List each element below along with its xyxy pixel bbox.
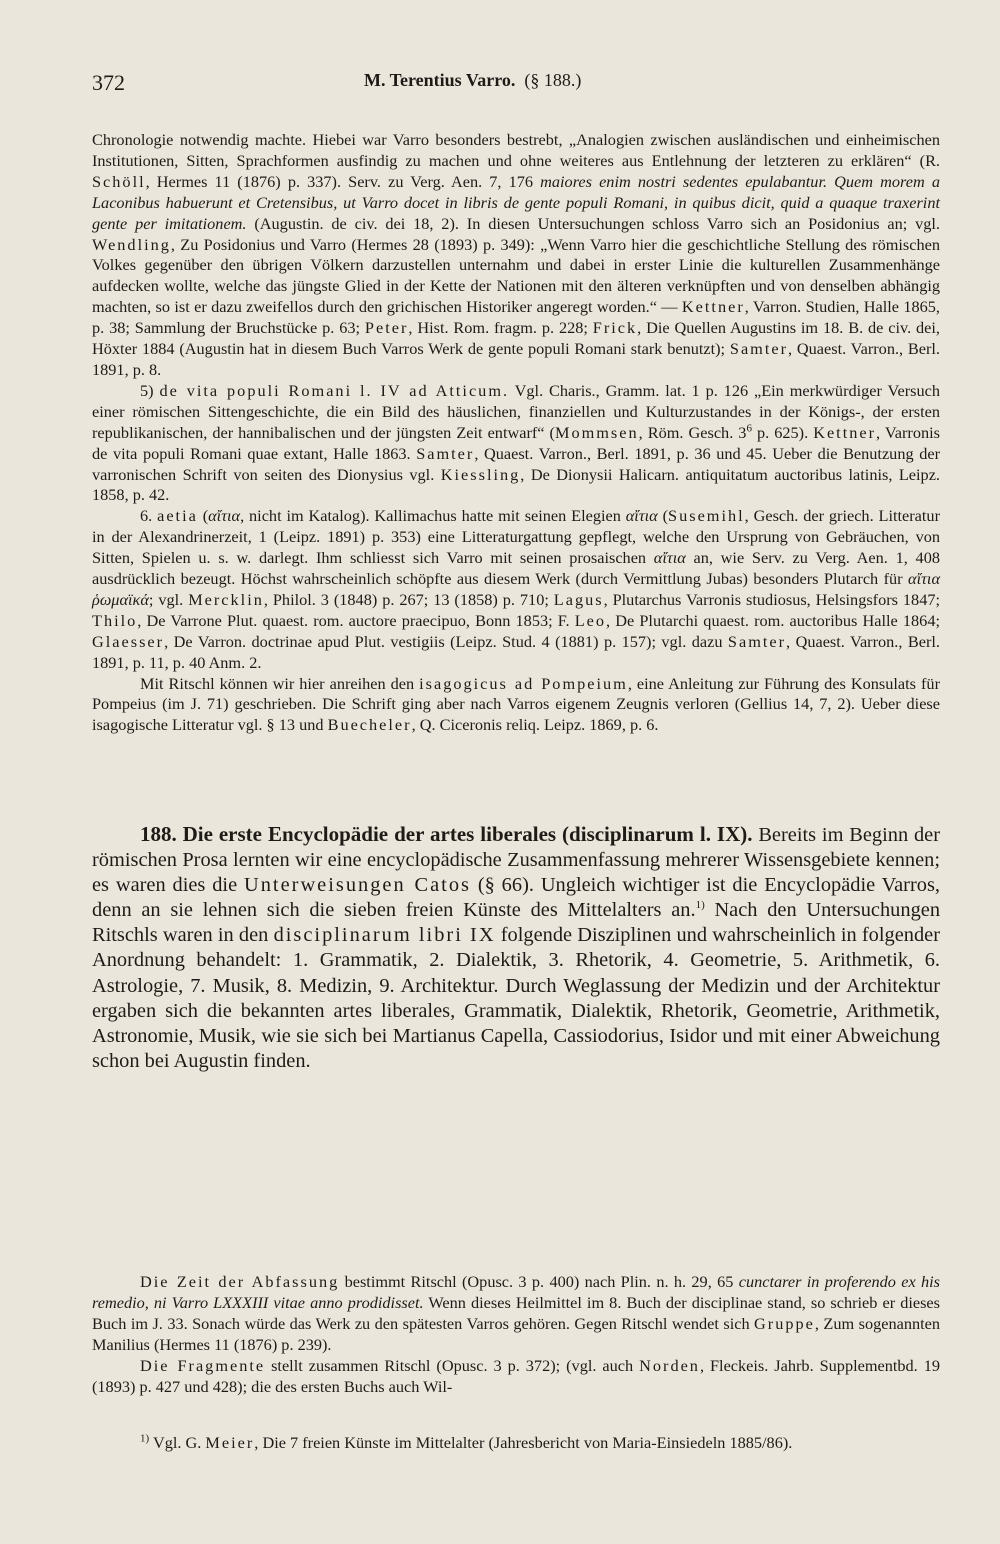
note-paragraph-abfassung: Die Zeit der Abfassung bestimmt Ritschl (Opusc. 3 p. 400) nach Plin. n. h. 29, 65 cunctarer in proferendo ex his remedio, ni Varro LXXXIII vitae anno prodidisset. Wenn dieses Heilmittel im 8. Buch der disciplinae stand, so schrieb er dieses Buch im J. 33. Sonach würde das Werk zu den spätesten Varros gehören. Gegen Ritschl wendet sich Gruppe, Zum sogenannten Manilius (Hermes 11 (1876) p. 239). <box>92 1272 941 1354</box>
note-paragraph-de-vita: 5) de vita populi Romani l. IV ad Atticum. Vgl. Charis., Gramm. lat. 1 p. 126 „Ein merkwürdiger Versuch einer römischen Sittengeschichte, die ein Bild des häuslichen, finanziellen und Kulturzustandes in der Königs-, der ersten republikanischen, der hannibalischen und der jüngsten Zeit entwarf“ (Mommsen, Röm. Gesch. $3^6$ p. 625). Kettner, Varronis de vita populi Romani quae extant, Halle 1863. Samter, Quaest. Varron., Berl. 1891, p. 36 und 45. Ueber die Benutzung der varronischen Schrift von seiten des Dionysius vgl. Kiessling, De Dionysii Halicarn. antiquitatum auctoribus latinis, Leipz. 1858, p. 42. <box>92 380 940 505</box>
section-notes <box>92 1272 940 1397</box>
note-paragraph-isagogicus: Mit Ritschl können wir hier anreihen den isagogicus ad Pompeium, eine Anleitung zur Führung des Konsulats für Pompeius (im J. 71) geschrieben. Die Schrift ging aber nach Varros eigenem Zeugnis verloren (Gellius 14, 7, 2). Ueber diese isagogische Litteratur vgl. § 13 und Buecheler, Q. Ciceronis reliq. Leipz. 1869, p. 6. <box>92 673 940 735</box>
running-title <box>364 70 581 91</box>
running-title-section: (§ 188.) <box>524 70 582 90</box>
section-number: 188. <box>140 822 177 846</box>
footnote <box>92 1432 940 1453</box>
note-paragraph-aetia: 6. aetia (αἴτια, nicht im Katalog). Kallimachus hatte mit seinen Elegien αἴτια (Susemihl, Gesch. der griech. Litteratur in der Alexandrinerzeit, 1 (Leipz. 1891) p. 353) eine Litteraturgattung gepflegt, welche den Ursprung von Gebräuchen, von Sitten, Spielen u. s. w. darlegt. Ihm schliesst sich Varro mit seinen prosaischen αἴτια an, wie Serv. zu Verg. Aen. 1, 408 ausdrücklich bezeugt. Höchst wahrscheinlich schöpfte aus diesem Werk (durch Vermittlung Jubas) besonders Plutarch für αἴτια ῥωμαϊκά; vgl. Mercklin, Philol. 3 (1848) p. 267; 13 (1858) p. 710; Lagus, Plutarchus Varronis studiosus, Helsingsfors 1847; Thilo, De Varrone Plut. quaest. rom. auctore praecipuo, Bonn 1853; F. Leo, De Plutarchi quaest. rom. auctoribus Halle 1864; Glaesser, De Varron. doctrinae apud Plut. vestigiis (Leipz. Stud. 4 (1881) p. 157); vgl. dazu Samter, Quaest. Varron., Berl. 1891, p. 11, p. 40 Anm. 2. <box>92 506 941 672</box>
running-title-name: M. Terentius Varro. <box>364 70 516 90</box>
section-paragraph: 188. Die erste Encyclopädie der artes liberales (disciplinarum l. IX). Bereits im Beginn der römischen Prosa lernten wir eine encyclopädische Zusammenfassung mehrerer Wissensgebiete kennen; es waren dies die Unterweisungen Catos (§ 66). Ungleich wichtiger ist die Encyclopädie Varros, denn an sie lehnen sich die sieben freien Künste des Mittelalters an.$^{1)}$ Nach den Untersuchungen Ritschls waren in den disciplinarum libri IX folgende Disziplinen und wahrscheinlich in folgender Anordnung behandelt: 1. Grammatik, 2. Dialektik, 3. Rhetorik, 4. Geometrie, 5. Arithmetik, 6. Astrologie, 7. Musik, 8. Medizin, 9. Architektur. Durch Weglassung der Medizin und der Architektur ergaben sich die bekannten artes liberales, Grammatik, Dialektik, Rhetorik, Geometrie, Arithmetik, Astronomie, Musik, wie sie sich bei Martianus Capella, Cassiodorius, Isidor und mit einer Abweichung schon bei Augustin finden. <box>92 822 941 1072</box>
section-title: Die erste Encyclopädie der artes liberales (disciplinarum l. IX). <box>182 822 753 846</box>
page-number: 372 <box>92 70 125 95</box>
footnote-marker: 1) <box>140 1432 150 1445</box>
section-188 <box>92 822 940 1074</box>
notes-block <box>92 130 940 736</box>
page-header <box>92 70 940 100</box>
footnote-reference: 1) <box>695 899 705 912</box>
note-paragraph-chronologie: Chronologie notwendig machte. Hiebei war Varro besonders bestrebt, „Analogien zwischen ausländischen und einheimischen Institutionen, Sitten, Sprachformen ausfindig zu machen und ohne weiteres aus Entlehnung der letzteren zu erklären“ (R. Schöll, Hermes 11 (1876) p. 337). Serv. zu Verg. Aen. 7, 176 maiores enim nostri sedentes epulabantur. Quem morem a Laconibus habuerunt et Cretensibus, ut Varro docet in libris de gente populi Romani, in quibus dicit, quid a quaque traxerint gente per imitationem. (Augustin. de civ. dei 18, 2). In diesen Untersuchungen schloss Varro sich an Posidonius an; vgl. Wendling, Zu Posidonius und Varro (Hermes 28 (1893) p. 349): „Wenn Varro hier die geschichtliche Stellung des römischen Volkes gegenüber den übrigen Völkern darzustellen unternahm und dabei in erster Linie die kulturellen Zusammenhänge aufdecken wollte, welche das jüngste Glied in der Kette der Nationen mit den älteren verknüpften und von denselben abhängig machten, so ist er dazu zweifellos durch den grichischen Historiker angeregt worden.“ — Kettner, Varron. Studien, Halle 1865, p. 38; Sammlung der Bruchstücke p. 63; Peter, Hist. Rom. fragm. p. 228; Frick, Die Quellen Augustins im 18. B. de civ. dei, Höxter 1884 (Augustin hat in diesem Buch Varros Werk de gente populi Romani stark benutzt); Samter, Quaest. Varron., Berl. 1891, p. 8. <box>92 130 941 379</box>
note-paragraph-fragmente: Die Fragmente stellt zusammen Ritschl (Opusc. 3 p. 372); (vgl. auch Norden, Fleckeis. Jahrb. Supplementbd. 19 (1893) p. 427 und 428); die des ersten Buchs auch Wil- <box>92 1355 940 1396</box>
footnote-text: $^{1)}$ Vgl. G. Meier, Die 7 freien Künste im Mittelalter (Jahresbericht von Maria-Einsiedeln 1885/86). <box>140 1432 793 1452</box>
